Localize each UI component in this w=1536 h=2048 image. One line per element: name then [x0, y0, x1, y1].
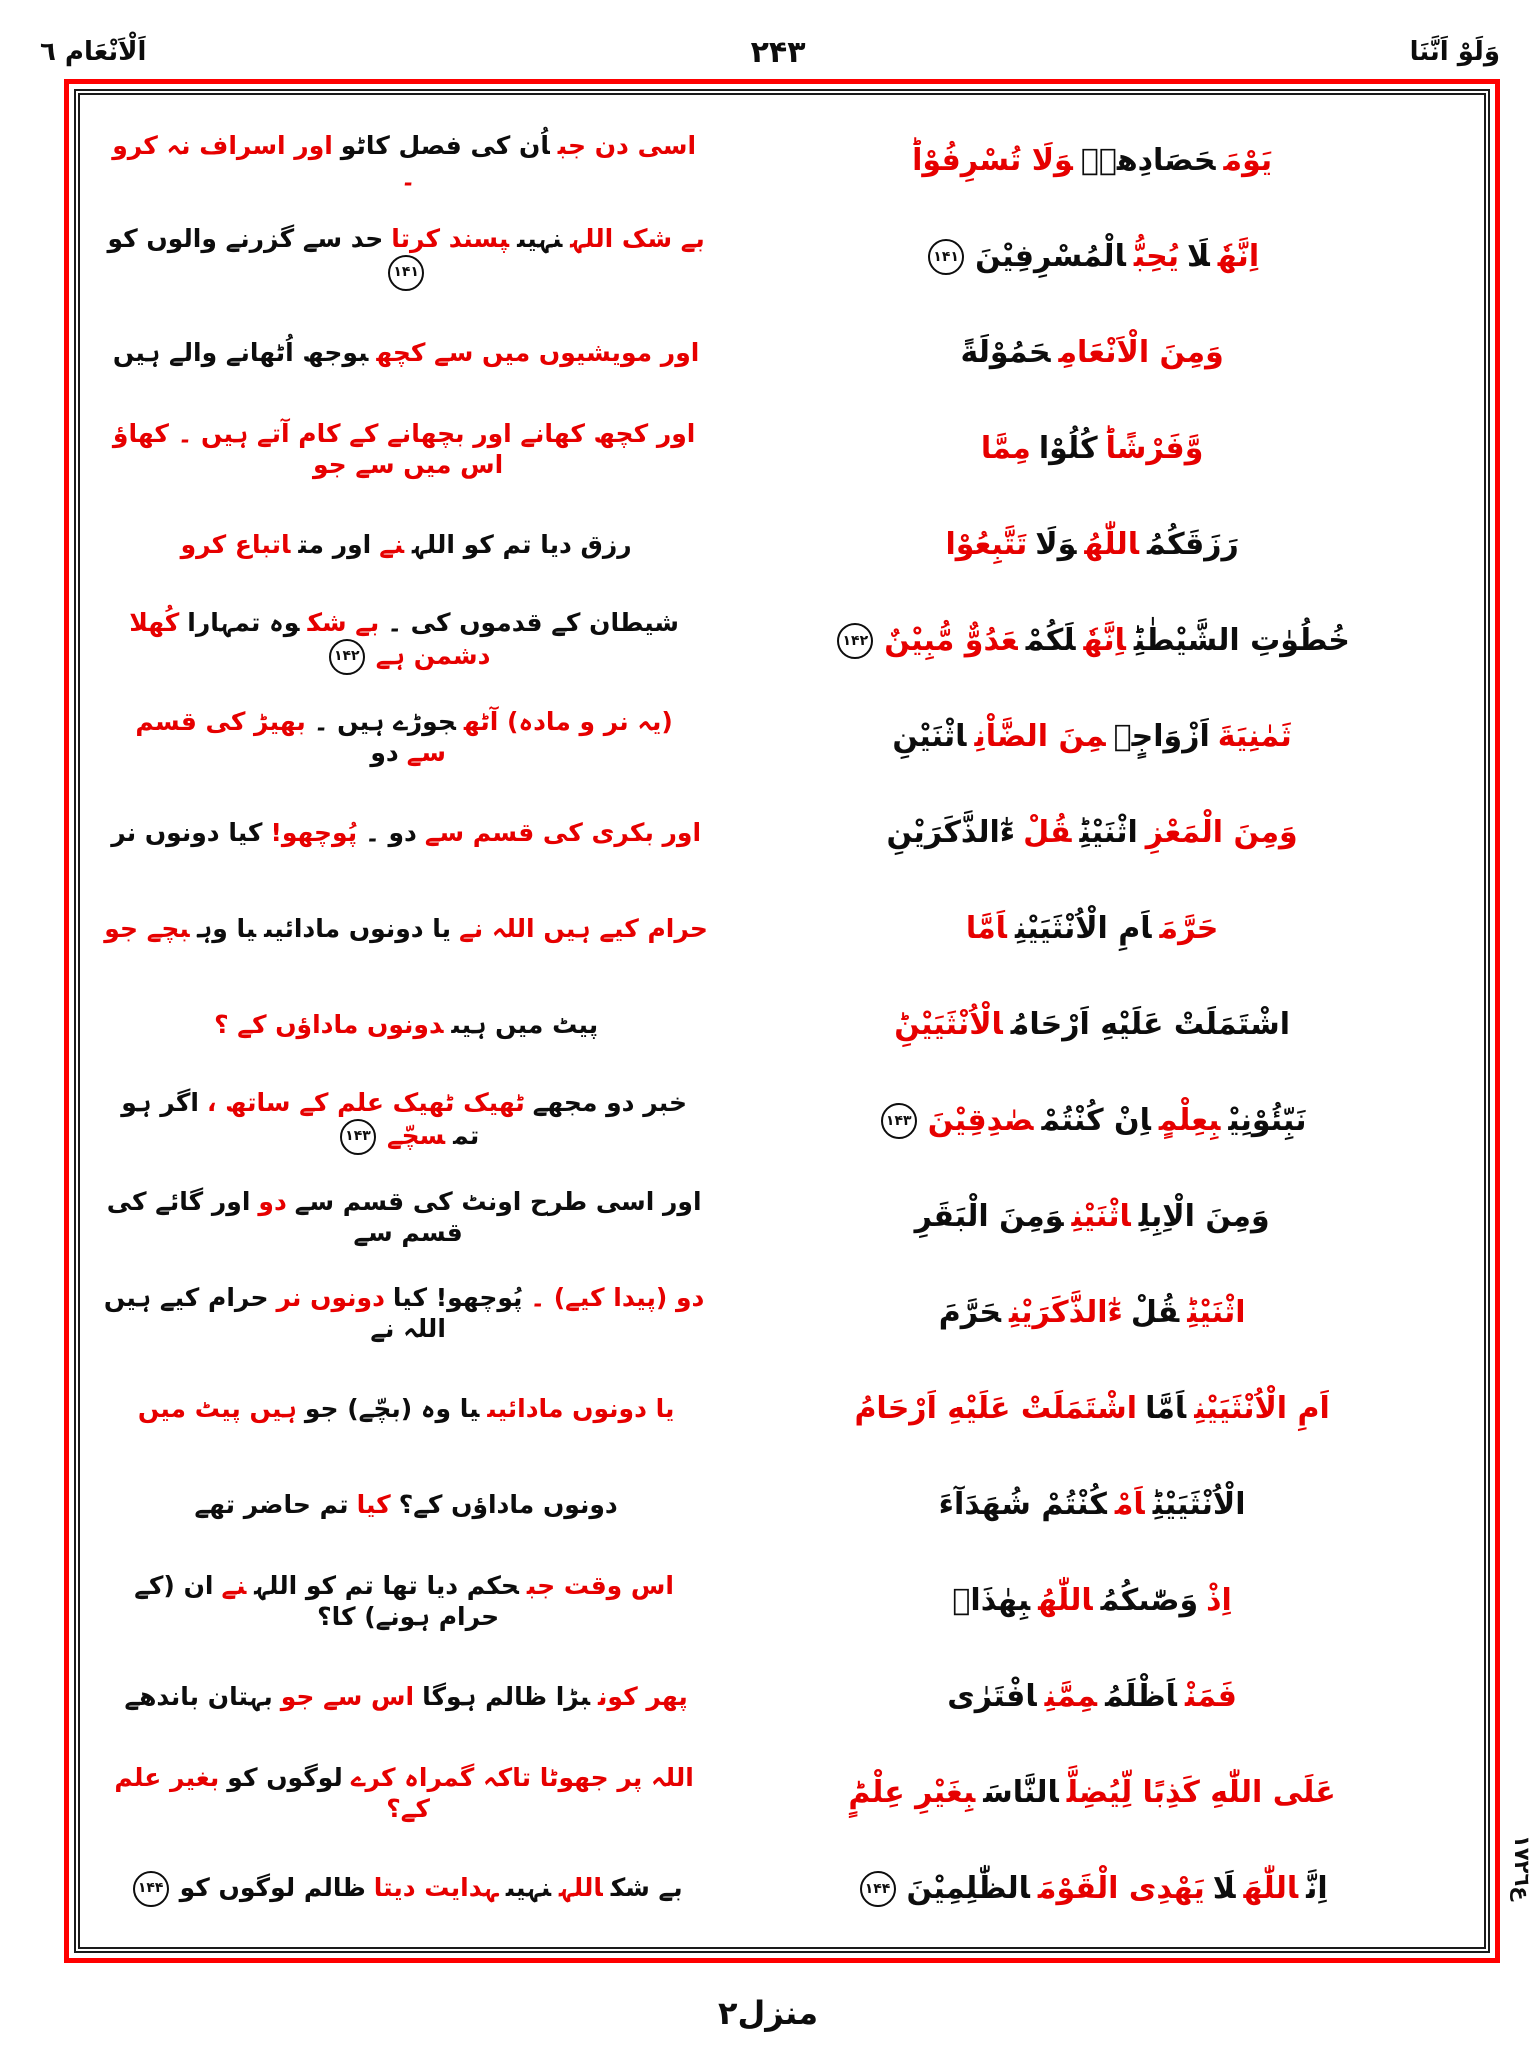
page-number: ۲۴۳ [750, 34, 806, 70]
urdu-translation-line [94, 1282, 718, 1345]
text-segment: نہیں [517, 224, 563, 254]
ruku-marker: ۱۷ع۲٦ [1510, 1835, 1534, 1901]
arabic-verse-line [718, 143, 1466, 179]
text-segment: شیطان کے قدموں کی ۔ [387, 608, 679, 638]
text-segment: رزق دیا تم کو اللہ [412, 530, 632, 560]
arabic-verse-line [718, 911, 1466, 947]
text-segment: حَصَادِهٖۚ [1080, 143, 1216, 178]
text-segment: حرام کیے ہیں اللہ نے [459, 914, 708, 944]
text-segment: اللہ پر جھوٹا تاکہ گمراہ کرے [350, 1762, 694, 1792]
black-border-frame [74, 89, 1490, 1953]
text-segment: اشْتَمَلَتْ عَلَيْهِ اَرْحَامُ [1010, 1007, 1291, 1042]
urdu-translation-line [94, 706, 718, 769]
verse-row [94, 1361, 1466, 1457]
verse-row [94, 1457, 1466, 1553]
text-segment: وَلَا [1035, 527, 1077, 562]
arabic-verse-line [718, 1007, 1466, 1043]
text-segment: اَزْوَاجٍۚ [1113, 719, 1210, 754]
text-segment: الظّٰلِمِيْنَ [906, 1870, 1030, 1906]
verse-row [94, 1169, 1466, 1265]
arabic-verse-line [718, 1199, 1466, 1235]
arabic-verse-line [718, 527, 1466, 563]
text-segment: کیا [356, 1490, 391, 1520]
arabic-verse-line [718, 623, 1466, 660]
text-segment: اتباع کرو [180, 530, 291, 560]
text-segment: اثْنَيْنِؕ [1079, 815, 1138, 850]
text-segment: بِغَيْرِ عِلْمٍؕ [848, 1775, 976, 1810]
text-segment: یا دونوں مادائیں [264, 914, 452, 944]
text-segment: حَرَّمَ [938, 1295, 1001, 1330]
text-segment: بہتان باندھے [124, 1682, 273, 1712]
text-segment: بِهٰذَاۚ [952, 1583, 1031, 1618]
verse-row [94, 113, 1466, 209]
arabic-verse-line [718, 1295, 1466, 1331]
urdu-translation-line [94, 1186, 718, 1249]
text-segment: اثْنَيْنِؕ [1187, 1295, 1246, 1330]
verse-lines [94, 113, 1466, 1937]
text-segment: اس وقت جب [526, 1570, 674, 1600]
text-segment: قُلْ [1023, 815, 1072, 850]
text-segment: صٰدِقِيْنَ [927, 1102, 1034, 1138]
urdu-translation-line [94, 418, 718, 481]
verse-row [94, 1649, 1466, 1745]
text-segment: اور کچھ کھانے اور بچھانے کے کام آتے ہیں ۔ کھاؤ اس میں سے جو [112, 418, 696, 479]
verse-number-circle: ۱۴۲ [329, 639, 365, 675]
text-segment: حرام کیے ہیں اللہ نے [103, 1282, 446, 1343]
text-segment: يُحِبُّ [1133, 238, 1179, 274]
urdu-translation-line [94, 607, 718, 674]
text-segment: الْاُنْثَيَيْنِؕ [1152, 1487, 1246, 1522]
urdu-translation-line [94, 223, 718, 290]
text-segment: اِذْ [1206, 1583, 1232, 1618]
text-segment: اور مت [298, 530, 372, 560]
text-segment: بغیر علم کے؟ [114, 1762, 430, 1823]
text-segment: حد سے گزرنے والوں کو [107, 224, 384, 254]
text-segment: ءٰٓالذَّكَرَيْنِ [886, 815, 1016, 850]
text-segment: اَمَّا [965, 911, 1007, 946]
text-segment: اَمَّا [1145, 1391, 1187, 1426]
text-segment: لوگوں کو [227, 1762, 343, 1792]
text-segment: اسی دن جب [557, 130, 697, 160]
text-segment: اَظْلَمُ [1105, 1679, 1177, 1714]
text-segment: دونوں ماداؤں کے ؟ [214, 1010, 444, 1040]
text-segment: اس سے جو [280, 1682, 415, 1712]
text-segment: مِنَ الضَّاْنِ [974, 719, 1106, 754]
urdu-translation-line [94, 1009, 718, 1040]
arabic-verse-line [718, 1487, 1466, 1523]
text-segment: اَمِ الْاُنْثَيَيْنِ [1014, 911, 1152, 946]
text-segment: دو [370, 738, 399, 767]
text-segment: ظالم لوگوں کو [179, 1873, 366, 1902]
text-segment: بھیڑ کی قسم سے [135, 706, 446, 767]
text-segment: دونوں ماداؤں کے؟ [398, 1490, 618, 1520]
text-segment: ءٰٓالذَّكَرَيْنِ [1009, 1295, 1123, 1330]
text-segment: یا وہ (بچّے) جو [304, 1394, 480, 1424]
verse-row [94, 1553, 1466, 1649]
text-segment: اُن کی فصل کاٹو [340, 130, 550, 160]
text-segment: عَدُوٌّ مُّبِيْنٌ [884, 622, 1018, 658]
verse-row [94, 785, 1466, 881]
text-segment: بڑا ظالم ہوگا [422, 1682, 591, 1712]
text-segment: اللّٰهَ [1243, 1870, 1299, 1906]
text-segment: وَلَا تُسْرِفُوْاؕ [912, 143, 1073, 178]
verse-row [94, 1841, 1466, 1937]
text-segment: کیا دونوں نر [111, 818, 263, 848]
text-segment: نے [379, 530, 405, 560]
text-segment: (یہ نر و مادہ) آٹھ [463, 706, 673, 736]
arabic-verse-line [718, 815, 1466, 851]
verse-row [94, 401, 1466, 497]
verse-number-circle: ۱۴۲ [837, 623, 873, 659]
verse-number-circle: ۱۴۴ [133, 1871, 169, 1907]
text-segment: بے شک اللہ [570, 224, 705, 254]
text-segment: لَا [1186, 238, 1210, 274]
text-segment: نَبِّئُوْنِيْ [1228, 1102, 1307, 1138]
verse-row [94, 1745, 1466, 1841]
urdu-translation-line [94, 1393, 718, 1424]
verse-row [94, 881, 1466, 977]
arabic-verse-line [718, 335, 1466, 371]
text-segment: دو [258, 1186, 287, 1216]
text-segment: بِعِلْمٍ [1158, 1102, 1221, 1138]
text-segment: بے شک [610, 1873, 683, 1902]
urdu-translation-line [94, 1762, 718, 1825]
text-segment: رَزَقَكُمُ [1147, 527, 1239, 562]
urdu-translation-line [94, 130, 718, 193]
text-segment: پسند کرتا [391, 224, 510, 254]
urdu-translation-line [94, 1570, 718, 1633]
text-segment: يَوْمَ [1223, 143, 1273, 178]
text-segment: الْاُنْثَيَيْنِؕ [894, 1007, 1003, 1042]
text-segment: تم حاضر تھے [194, 1490, 349, 1520]
arabic-verse-line [718, 431, 1466, 467]
text-segment: ہدایت دیتا [373, 1873, 498, 1902]
verse-row [94, 977, 1466, 1073]
text-segment: دونوں نر [276, 1282, 385, 1312]
verse-number-circle: ۱۴۱ [388, 255, 424, 291]
text-segment: اثْنَيْنِ [892, 719, 967, 754]
text-segment: لَا [1212, 1870, 1236, 1906]
text-segment: پھر کون [598, 1682, 688, 1712]
text-segment: تَتَّبِعُوْا [945, 527, 1028, 562]
text-segment: خبر دو مجھے [532, 1088, 687, 1118]
text-segment: نے [221, 1570, 247, 1600]
text-segment: وہ تمہارا [187, 608, 300, 638]
text-segment: يَهْدِى الْقَوْمَ [1037, 1870, 1205, 1906]
urdu-translation-line [94, 1489, 718, 1520]
verse-row [94, 689, 1466, 785]
arabic-verse-line [718, 1103, 1466, 1140]
text-segment: یا وہ [197, 914, 257, 944]
arabic-verse-line [718, 239, 1466, 276]
text-segment: وَّفَرْشًاؕ [1105, 431, 1204, 466]
page-header [40, 26, 1500, 78]
text-segment: خُطُوٰتِ الشَّيْطٰنِؕ [1133, 622, 1350, 658]
text-segment: اثْنَيْنِ [1071, 1199, 1131, 1234]
juz-name-label: وَلَوْ اَنَّنَا [1409, 37, 1500, 67]
text-segment: ہیں پیٹ میں [137, 1394, 297, 1424]
text-segment: مِمَّا [980, 431, 1031, 466]
surah-name-label: اَلْاَنْعَام ٦ [40, 37, 147, 67]
urdu-translation-line [94, 1871, 718, 1907]
arabic-verse-line [718, 1775, 1466, 1811]
verse-row [94, 1073, 1466, 1169]
text-segment: بچے جو [104, 914, 190, 944]
text-segment: نہیں [505, 1873, 552, 1902]
text-segment: اِنَّ [1306, 1870, 1328, 1906]
text-segment: اَمِ الْاُنْثَيَيْنِ [1194, 1391, 1330, 1426]
text-segment: دو ۔ [365, 818, 417, 848]
arabic-verse-line [718, 1871, 1466, 1908]
text-segment: وَمِنَ الْمَعْزِ [1145, 815, 1298, 850]
verse-number-circle: ۱۴۳ [340, 1119, 376, 1155]
text-segment: حکم دیا تھا تم کو اللہ [254, 1570, 519, 1600]
text-segment: بے شک [307, 608, 380, 638]
urdu-translation-line [94, 1087, 718, 1154]
red-border-frame [64, 79, 1500, 1963]
text-segment: الْمُسْرِفِيْنَ [975, 238, 1126, 274]
text-segment: اور بکری کی قسم سے [424, 818, 702, 848]
text-segment: وَمِنَ الْبَقَرِ [914, 1199, 1064, 1234]
text-segment: سچّے [386, 1120, 446, 1150]
verse-row [94, 209, 1466, 305]
text-segment: كُلُوْا [1038, 431, 1098, 466]
text-segment: مِمَّنِ [1044, 1679, 1098, 1714]
text-segment: اور مویشیوں میں سے کچھ [376, 338, 700, 368]
text-segment: وَمِنَ الْاِبِلِ [1138, 1199, 1270, 1234]
text-segment: ثَمٰنِيَةَ [1217, 719, 1292, 754]
text-segment: اللہ [559, 1873, 603, 1902]
verse-row [94, 497, 1466, 593]
verse-row [94, 305, 1466, 401]
verse-number-circle: ۱۴۱ [928, 239, 964, 275]
text-segment: فَمَنْ [1184, 1679, 1237, 1714]
text-segment: بوجھ اُٹھانے والے ہیں [112, 338, 369, 368]
text-segment: پُوچھو! [270, 818, 358, 848]
text-segment: قُلْ [1130, 1295, 1180, 1330]
text-segment: اِنَّهٗ [1217, 238, 1260, 274]
text-segment: كُنْتُمْ شُهَدَآءَ [938, 1487, 1107, 1522]
text-segment: وَمِنَ الْاَنْعَامِ [1058, 335, 1224, 370]
text-segment: عَلَى اللّٰهِ كَذِبًا لِّيُضِلَّ [1066, 1775, 1336, 1810]
text-segment: حَمُوْلَةً [960, 335, 1051, 370]
verse-row [94, 1265, 1466, 1361]
text-segment: النَّاسَ [983, 1775, 1059, 1810]
text-segment: اللّٰهُ [1084, 527, 1140, 562]
text-segment: ٹھیک ٹھیک علم کے ساتھ ، [206, 1088, 525, 1118]
urdu-translation-line [94, 913, 718, 944]
text-segment: اور گائے کی قسم سے [106, 1186, 463, 1247]
urdu-translation-line [94, 337, 718, 368]
verse-row [94, 593, 1466, 689]
text-segment: کُھلا دشمن ہے [129, 608, 491, 670]
urdu-translation-line [94, 529, 718, 560]
text-segment: اِنْ كُنْتُمْ [1041, 1102, 1151, 1138]
text-segment: پیٹ میں ہیں [451, 1010, 599, 1040]
text-segment: لَكُمْ [1025, 622, 1076, 658]
text-segment: حَرَّمَ [1159, 911, 1219, 946]
text-segment: یا دونوں مادائیں [487, 1394, 675, 1424]
text-segment: ان (کے حرام ہونے) کا؟ [134, 1570, 500, 1631]
text-segment: جوڑے ہیں ۔ [313, 706, 456, 736]
text-segment: اشْتَمَلَتْ عَلَيْهِ اَرْحَامُ [854, 1391, 1138, 1426]
arabic-verse-line [718, 1391, 1466, 1427]
text-segment: افْتَرٰى [947, 1679, 1037, 1714]
manzil-label: منزل۲ [717, 1994, 819, 2032]
text-segment: پُوچھو! کیا [392, 1282, 523, 1312]
urdu-translation-line [94, 817, 718, 848]
arabic-verse-line [718, 1583, 1466, 1619]
text-segment: وَصّٰىكُمُ [1100, 1583, 1199, 1618]
text-segment: اور اسی طرح اونٹ کی قسم سے [294, 1186, 702, 1216]
arabic-verse-line [718, 719, 1466, 755]
text-segment: اللّٰهُ [1038, 1583, 1093, 1618]
text-segment: دو (پیدا کیے) ۔ [530, 1282, 705, 1312]
verse-number-circle: ۱۴۴ [860, 1871, 896, 1907]
text-segment: اَمْ [1114, 1487, 1145, 1522]
urdu-translation-line [94, 1681, 718, 1712]
text-segment: اِنَّهٗ [1083, 622, 1126, 658]
arabic-verse-line [718, 1679, 1466, 1715]
text-segment: اگر ہو تم [121, 1088, 480, 1150]
verse-number-circle: ۱۴۳ [881, 1103, 917, 1139]
text-segment: اور اسراف نہ کرو ۔ [112, 130, 416, 191]
